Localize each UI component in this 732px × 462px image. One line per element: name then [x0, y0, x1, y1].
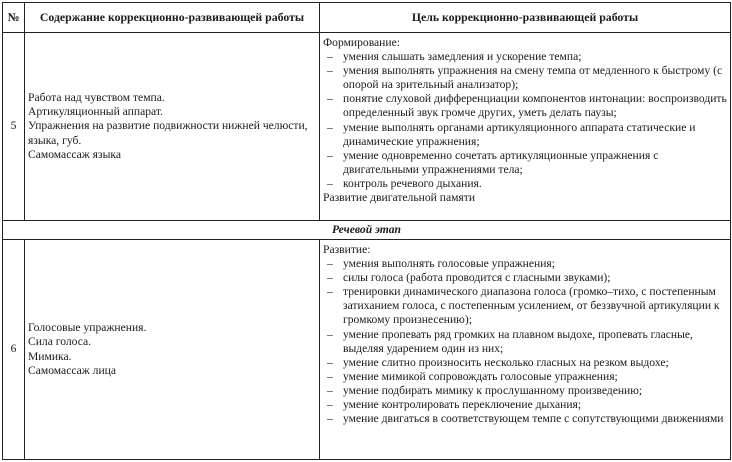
row-number: 5 — [3, 33, 25, 221]
list-item: – умение слитно произносить несколько гласных на резком выдохе; — [323, 356, 727, 370]
goal-list — [323, 257, 727, 426]
table-row — [3, 240, 731, 460]
goal-list — [323, 50, 727, 191]
content-line: Голосовые упражнения. — [28, 321, 147, 335]
row-content — [25, 240, 320, 460]
header-goal: Цель коррекционно-развивающей работы — [320, 3, 731, 33]
list-item: – умение пропевать ряд громких на плавном выдохе, пропевать гласные, выделяя ударением один из них; — [323, 328, 727, 356]
row-goal — [320, 240, 731, 460]
goal-intro: Развитие: — [323, 243, 371, 256]
content-line: Мимика. — [28, 349, 72, 363]
goal-intro: Формирование: — [323, 36, 400, 49]
list-item: – умения выполнять голосовые упражнения; — [323, 257, 727, 271]
content-line: Работа над чувством темпа. — [28, 91, 165, 105]
list-item: – тренировки динамического диапазона голоса (громко–тихо, с постепенным затиханием голоса, с постепенным усилением, от беззвучной артикуляции к громкому произнесению); — [323, 285, 727, 327]
header-content: Содержание коррекционно-развивающей работы — [25, 3, 320, 33]
row-goal — [320, 33, 731, 221]
content-line: Артикуляционный аппарат. — [28, 105, 163, 119]
list-item: – умение выполнять органами артикуляционного аппарата статические и динамические упражнения; — [323, 121, 727, 149]
list-item: – умение мимикой сопровождать голосовые упражнения; — [323, 370, 727, 384]
correction-work-table — [2, 2, 731, 460]
content-line: Сила голоса. — [28, 335, 92, 349]
stage-title: Речевой этап — [3, 221, 731, 240]
list-item: – силы голоса (работа проводится с гласными звуками); — [323, 271, 727, 285]
list-item: – умение подбирать мимику к прослушанному произведению; — [323, 384, 727, 398]
list-item: – контроль речевого дыхания. — [323, 177, 727, 191]
list-item: – умение двигаться в соответствующем темпе с сопутствующими движениями — [323, 412, 727, 426]
list-item: – умение одновременно сочетать артикуляционные упражнения с двигательными упражнениями тела; — [323, 149, 727, 177]
list-item: – понятие слуховой дифференциации компонентов интонации: воспроизводить определенный звук громче других, уметь делать паузы; — [323, 92, 727, 120]
header-number: № — [3, 3, 25, 33]
content-line: Самомассаж языка — [28, 147, 121, 161]
stage-row — [3, 221, 731, 240]
row-number: 6 — [3, 240, 25, 460]
list-item: – умение контролировать переключение дыхания; — [323, 398, 727, 412]
table-header-row — [3, 3, 731, 33]
content-line: Самомассаж лица — [28, 363, 117, 377]
table-row — [3, 33, 731, 221]
list-item: – умения слышать замедления и ускорение темпа; — [323, 50, 727, 64]
content-line: Упражнения на развитие подвижности нижней челюсти, языка, губ. — [28, 119, 308, 147]
row-content — [25, 33, 320, 221]
list-item: – умения выполнять упражнения на смену темпа от медленного к быстрому (с опорой на зрительный анализатор); — [323, 64, 727, 92]
goal-outro: Развитие двигательной памяти — [323, 191, 476, 205]
